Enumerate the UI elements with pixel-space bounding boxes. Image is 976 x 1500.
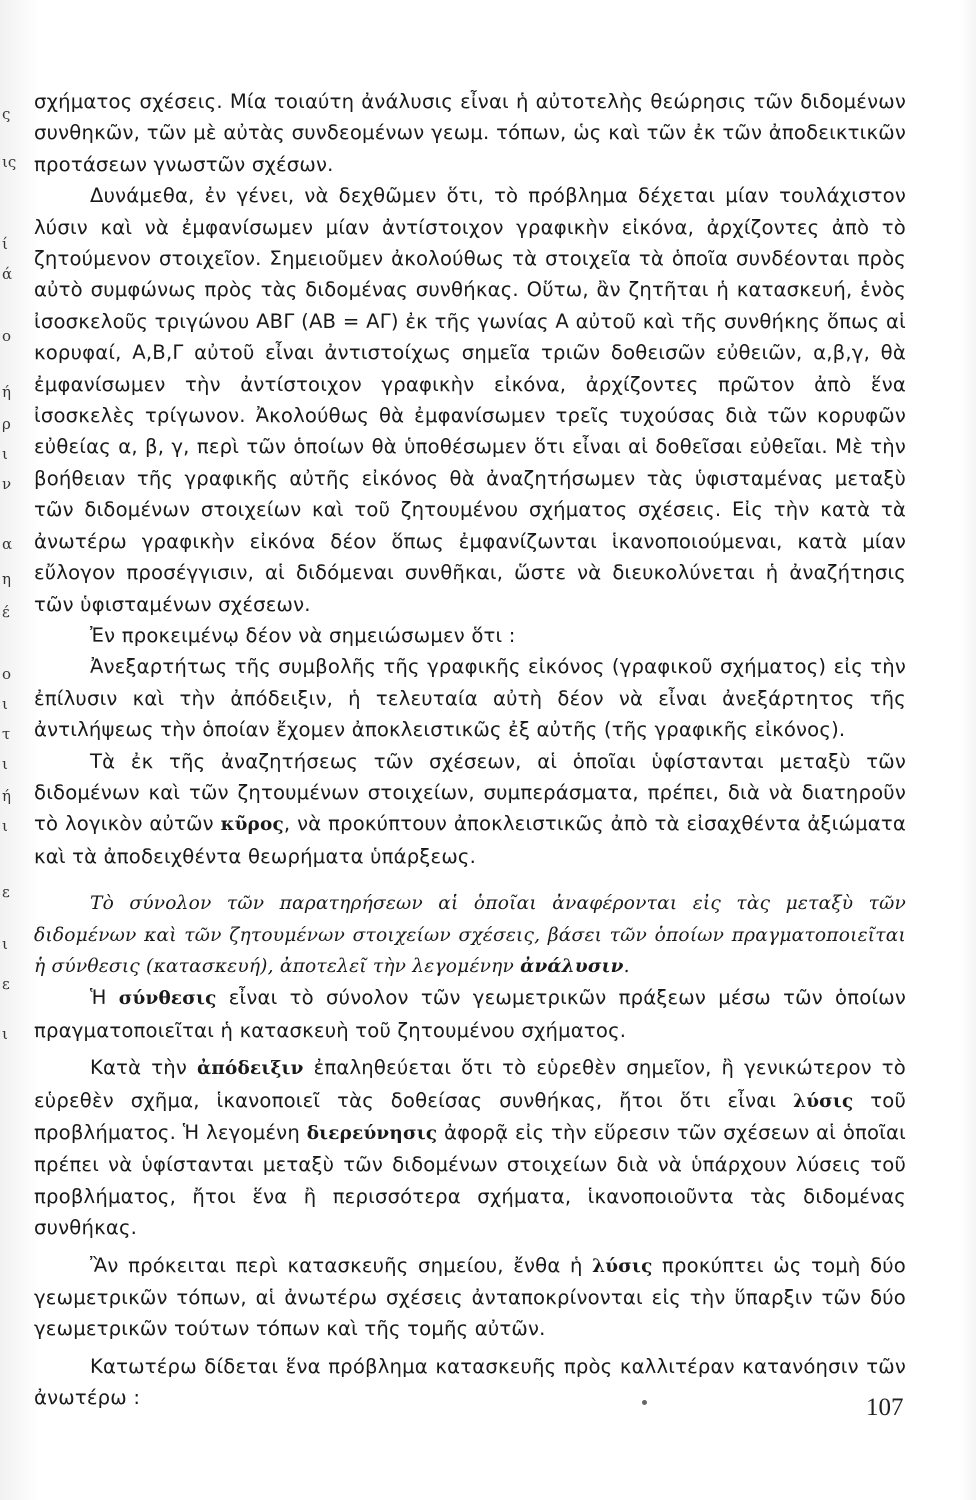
paragraph-graphic-image: Δυνάμεθα, ἐν γένει, νὰ δεχθῶμεν ὅτι, τὸ πρόβλημα δέχεται μίαν τουλάχιστον λύσιν καὶ νὰ ἐμφανίσωμεν μίαν ἀντίστοιχον γραφικὴν εἰκόνα, ἀρχίζοντες ἀπὸ τὸ ζητούμενον στοιχεῖον. Σημειοῦμεν ἀκολούθως τὰ στοιχεῖα τὰ ὁποῖα συνδέονται πρὸς αὐτὸ συμφώνως πρὸς τὰς διδομένας συνθήκας. Οὕτω, ἂν ζητῆται ἡ κατασκευή, ἑνὸς ἰσοσκελοῦς τριγώνου ΑΒΓ (ΑΒ = ΑΓ) ἐκ τῆς γωνίας Α αὐτοῦ καὶ τῆς συνθήκης ὅπως αἱ κορυφαί, Α,Β,Γ αὐτοῦ εἶναι ἀντιστοίχως σημεῖα τριῶν δοθεισῶν εὐθειῶν, α,β,γ, θὰ ἐμφανίσωμεν τὴν ἀντίστοιχον γραφικὴν εἰκόνα, ἀρχίζοντες πρῶτον ἀπὸ ἕνα ἰσοσκελὲς τρίγωνον. Ἀκολούθως θὰ ἐμφανίσωμεν τρεῖς τυχούσας διὰ τῶν κορυφῶν εὐθείας α, β, γ, περὶ τῶν ὁποίων θὰ ὑποθέσωμεν ὅτι εἶναι αἱ δοθεῖσαι εὐθεῖαι. Μὲ τὴν βοήθειαν τῆς γραφικῆς αὐτῆς εἰκόνος θὰ ἀναζητήσωμεν τὰς ὑφισταμένας μεταξὺ τῶν διδομένων στοιχείων καὶ τοῦ ζητουμένου σχήματος σχέσεις. Εἰς τὴν κατὰ τὰ ἀνωτέρω γραφικὴν εἰκόνα δέον ὅπως ἐμφανίζωνται ἱκανοποιούμεναι, κατὰ μίαν εὔλογον προσέγγισιν, αἱ διδόμεναι συνθῆκαι, ὥστε νὰ διευκολύνεται ἡ ἀναζήτησις τῶν ὑφισταμένων σχέσεων. <box>34 184 906 616</box>
margin-fragment: ά <box>2 265 13 283</box>
body-text <box>34 86 906 1414</box>
bold-term-kyros: κῦρος <box>220 814 284 836</box>
margin-fragment: ι <box>2 1025 8 1043</box>
margin-fragment: ο <box>2 327 12 345</box>
margin-fragment: ε <box>2 883 10 901</box>
margin-fragment: ν <box>2 475 12 493</box>
margin-fragment: ι <box>2 755 8 773</box>
print-speck <box>642 1400 647 1405</box>
paragraph-note-intro: Ἐν προκειμένῳ δέον νὰ σημειώσωμεν ὅτι : <box>90 623 516 647</box>
paragraph-proof-definition: Κατὰ τὴν ἀπόδειξιν ἐπαληθεύεται ὅτι τὸ εὑρεθὲν σημεῖον, ἢ γενικώτερον τὸ εὑρεθὲν σχῆμα, ἱκανοποιεῖ τὰς δοθείσας συνθήκας, ἤτοι ὅτι εἶναι λύσις τοῦ προβλήματος. Ἡ λεγομένη διερεύνησις ἀφορᾷ εἰς τὴν εὕρεσιν τῶν σχέσεων αἱ ὁποῖαι πρέπει νὰ ὑφίστανται μεταξὺ τῶν διδομένων στοιχείων διὰ νὰ ὑπάρχουν λύσεις τοῦ προβλήματος, ἤτοι ἕνα ἢ περισσότερα σχήματα, ἱκανοποιοῦντα τὰς διδομένας συνθήκας. <box>34 1056 906 1240</box>
margin-fragment: α <box>2 535 13 553</box>
bold-term-synthesis: σύνθεσις <box>118 988 217 1010</box>
margin-fragment: τ <box>2 725 11 743</box>
paragraph-continuation: σχήματος σχέσεις. Μία τοιαύτη ἀνάλυσις εἶναι ἡ αὐτοτελὴς θεώρησις τῶν διδομένων συνθηκῶν, τῶν μὲ αὐτὰς συνδεομένων γεωμ. τόπων, ὡς καὶ τῶν ἐκ τῶν ἀποδεικτικῶν προτάσεων γνωστῶν σχέσων. <box>34 90 906 176</box>
margin-fragment: ι <box>2 935 8 953</box>
margin-fragment: ι <box>2 695 8 713</box>
margin-fragment: ί <box>2 235 8 253</box>
paragraph-independence: Ἀνεξαρτήτως τῆς συμβολῆς τῆς γραφικῆς εἰκόνος (γραφικοῦ σχήματος) εἰς τὴν ἐπίλυσιν καὶ τὴν ἀπόδειξιν, ἡ τελευταία αὐτὴ δέον νὰ εἶναι ἀνεξάρτητος τῆς ἀντιλήψεως τὴν ὁποίαν ἔχομεν ἀποκλειστικῶς ἐξ αὐτῆς (τῆς γραφικῆς εἰκόνος). <box>34 655 906 742</box>
margin-fragment: ή <box>2 787 11 805</box>
paragraph-analysis-definition: Τὸ σύνολον τῶν παρατηρήσεων αἱ ὁποῖαι ἀναφέρονται εἰς τὰς μεταξὺ τῶν διδομένων καὶ τῶν ζητουμένων στοιχείων σχέσεις, βάσει τῶν ὁποίων πραγματοποιεῖται ἡ σύνθεσις (κατασκευή), ἀποτελεῖ τὴν λεγομένην ἀνάλυσιν. <box>34 893 906 977</box>
margin-fragment: ι <box>2 445 8 463</box>
margin-fragment: έ <box>2 603 10 621</box>
margin-fragment: ρ <box>2 415 11 433</box>
paragraph-synthesis-definition: Ἡ σύνθεσις εἶναι τὸ σύνολον τῶν γεωμετρικῶν πράξεων μέσω τῶν ὁποίων πραγματοποιεῖται ἡ κατασκευὴ τοῦ ζητουμένου σχήματος. <box>34 986 906 1042</box>
margin-fragment: ε <box>2 975 10 993</box>
bold-term-analysis: ἀνάλυσιν <box>520 955 624 977</box>
page-number: 107 <box>866 1394 904 1421</box>
paragraph-example-intro: Κατωτέρω δίδεται ἕνα πρόβλημα κατασκευῆς πρὸς καλλιτέραν κατανόησιν τῶν ἀνωτέρω : <box>34 1354 906 1410</box>
paragraph-point-construction: Ἂν πρόκειται περὶ κατασκευῆς σημείου, ἔνθα ἡ λύσις προκύπτει ὡς τομὴ δύο γεωμετρικῶν τόπων, αἱ ἀνωτέρω σχέσεις ἀνταποκρίνονται εἰς τὴν ὕπαρξιν τῶν δύο γεωμετρικῶν τούτων τόπων καὶ τῆς τομῆς αὐτῶν. <box>34 1253 906 1341</box>
margin-fragment: ο <box>2 665 12 683</box>
margin-fragment: ς <box>2 105 11 123</box>
bold-term-solution-2: λύσις <box>592 1255 653 1277</box>
margin-fragment: η <box>2 570 11 588</box>
adjacent-page-margin <box>2 95 26 1095</box>
paragraph-validity: Τὰ ἐκ τῆς ἀναζητήσεως τῶν σχέσεων, αἱ ὁποῖαι ὑφίστανται μεταξὺ τῶν διδομένων καὶ τῶν ζητουμένων στοιχείων, συμπεράσματα, πρέπει, διὰ νὰ διατηροῦν τὸ λογικὸν αὐτῶν κῦρος, νὰ προκύπτουν ἀποκλειστικῶς ἀπὸ τὰ εἰσαχθέντα ἀξιώματα καὶ τὰ ἀποδειχθέντα θεωρήματα ὑπάρξεως. <box>34 749 907 868</box>
margin-fragment: ή <box>2 383 11 401</box>
margin-fragment: ι <box>2 817 8 835</box>
bold-term-proof: ἀπόδειξιν <box>197 1058 304 1080</box>
margin-fragment: ις <box>2 153 17 171</box>
bold-term-discussion: διερεύνησις <box>306 1123 438 1144</box>
bold-term-solution: λύσις <box>793 1090 854 1112</box>
